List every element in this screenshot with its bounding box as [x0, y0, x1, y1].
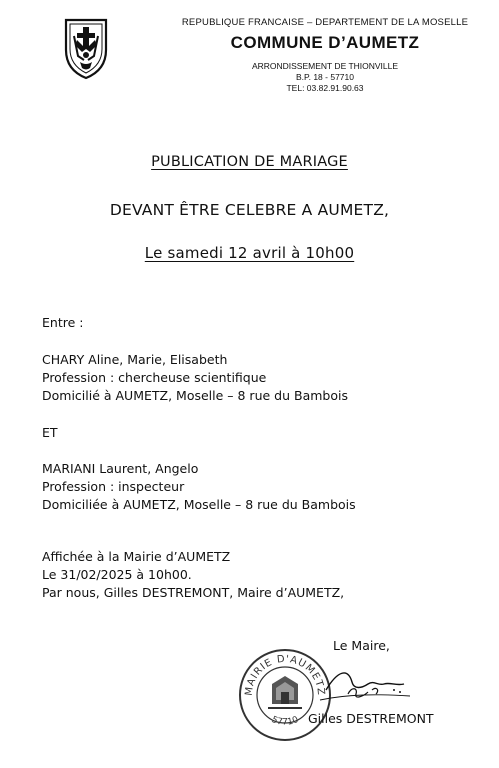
svg-text:57710: 57710	[269, 714, 301, 728]
party1-profession: Profession : chercheuse scientifique	[42, 370, 267, 385]
party1-name: CHARY Aline, Marie, Elisabeth	[42, 352, 228, 367]
mayor-name: Gilles DESTREMONT	[308, 711, 434, 726]
publication-title: PUBLICATION DE MARIAGE	[151, 154, 348, 170]
et-label: ET	[42, 425, 58, 440]
le-maire-label: Le Maire,	[333, 638, 390, 653]
republique-line: REPUBLIQUE FRANCAISE – DEPARTEMENT DE LA MOSELLE	[181, 17, 469, 28]
mayor-signature	[318, 660, 413, 706]
coat-of-arms-logo	[62, 16, 110, 80]
party1-domicile: Domicilié à AUMETZ, Moselle – 8 rue du Bambois	[42, 388, 348, 403]
svg-text:MAIRIE D'AUMETZ: MAIRIE D'AUMETZ	[243, 653, 327, 697]
bp-line: B.P. 18 - 57710	[296, 72, 354, 82]
affichee-line: Affichée à la Mairie d’AUMETZ	[42, 549, 231, 564]
party2-name: MARIANI Laurent, Angelo	[42, 461, 199, 476]
party2-profession: Profession : inspecteur	[42, 479, 185, 494]
ceremony-location-title: DEVANT ÊTRE CELEBRE A AUMETZ,	[109, 201, 390, 219]
tel-line: TEL: 03.82.91.90.63	[286, 83, 364, 93]
par-nous-line: Par nous, Gilles DESTREMONT, Maire d’AUMETZ,	[42, 585, 345, 600]
commune-name: COMMUNE D’AUMETZ	[230, 33, 420, 52]
party2-domicile: Domiciliée à AUMETZ, Moselle – 8 rue du Bambois	[42, 497, 356, 512]
entre-label: Entre :	[42, 315, 84, 330]
ceremony-date: Le samedi 12 avril à 10h00	[144, 244, 355, 262]
arrondissement-line: ARRONDISSEMENT DE THIONVILLE	[251, 61, 399, 71]
posting-date: Le 31/02/2025 à 10h00.	[42, 567, 192, 582]
